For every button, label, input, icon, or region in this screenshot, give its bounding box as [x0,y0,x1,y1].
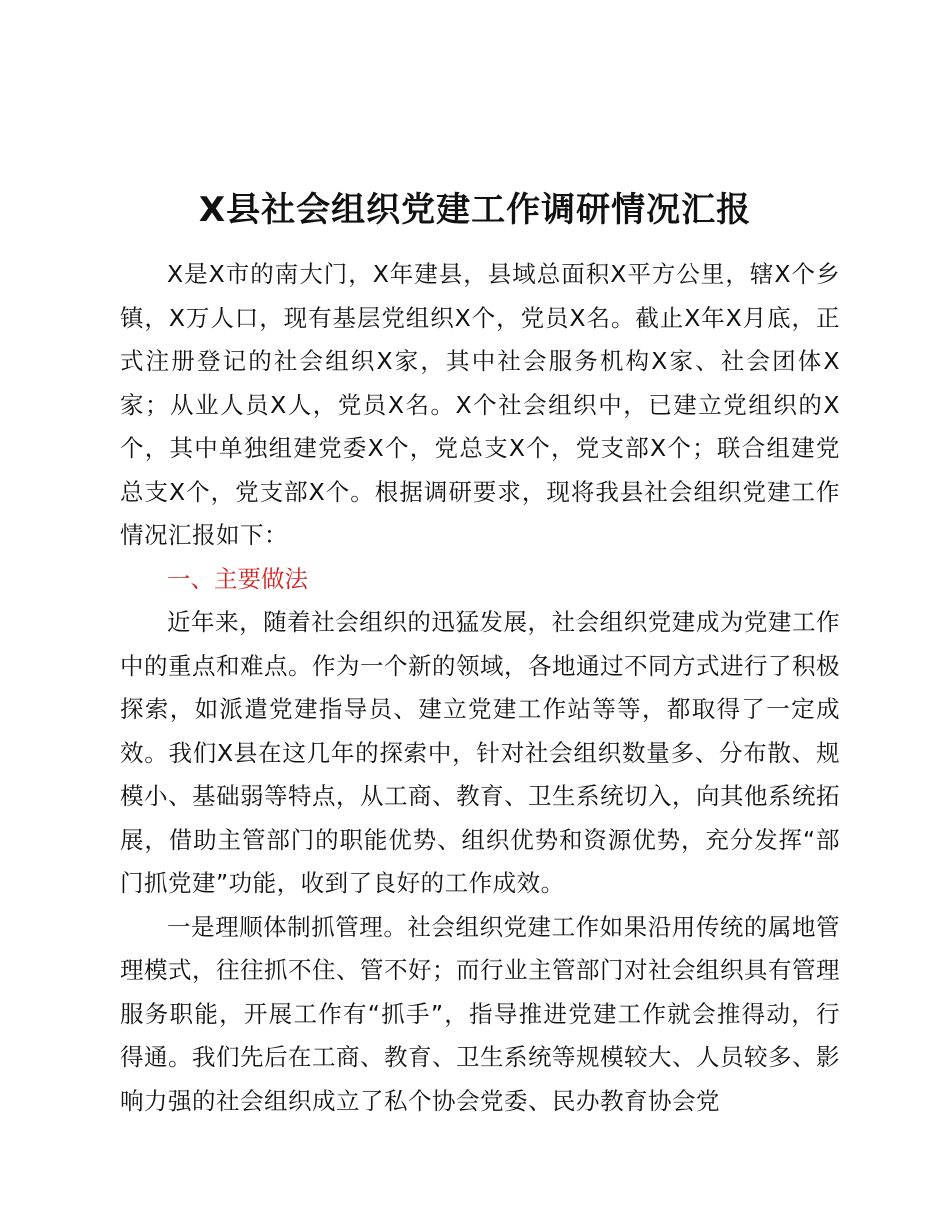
document-title: X县社会组织党建工作调研情况汇报 [198,190,752,230]
body-paragraph: 近年来，随着社会组织的迅猛发展，社会组织党建成为党建工作中的重点和难点。作为一个新的领域，各地通过不同方式进行了积极探索，如派遣党建指导员、建立党建工作站等等，都取得了一定成效。我们X县在这几年的探索中，针对社会组织数量多、分布散、规模小、基础弱等特点，从工商、教育、卫生系统切入，向其他系统拓展，借助主管部门的职能优势、组织优势和资源优势，充分发挥“部门抓党建”功能，收到了良好的工作成效。 [120,608,840,897]
section-heading: 一、主要做法 [167,564,308,593]
document-body [120,253,840,1123]
intro-paragraph: X是X市的南大门，X年建县，县域总面积X平方公里，辖X个乡镇，X万人口，现有基层党组织X个，党员X名。截止X年X月底，正式注册登记的社会组织X家，其中社会服务机构X家、社会团体X家；从业人员X人，党员X名。X个社会组织中，已建立党组织的X个，其中单独组建党委X个，党总支X个，党支部X个；联合组建党总支X个，党支部X个。根据调研要求，现将我县社会组织党建工作情况汇报如下： [120,260,840,549]
body-paragraph: 一是理顺体制抓管理。社会组织党建工作如果沿用传统的属地管理模式，往往抓不住、管不好；而行业主管部门对社会组织具有管理服务职能，开展工作有“抓手”，指导推进党建工作就会推得动，行得通。我们先后在工商、教育、卫生系统等规模较大、人员较多、影响力强的社会组织成立了私个协会党委、民办教育协会党 [120,912,840,1115]
